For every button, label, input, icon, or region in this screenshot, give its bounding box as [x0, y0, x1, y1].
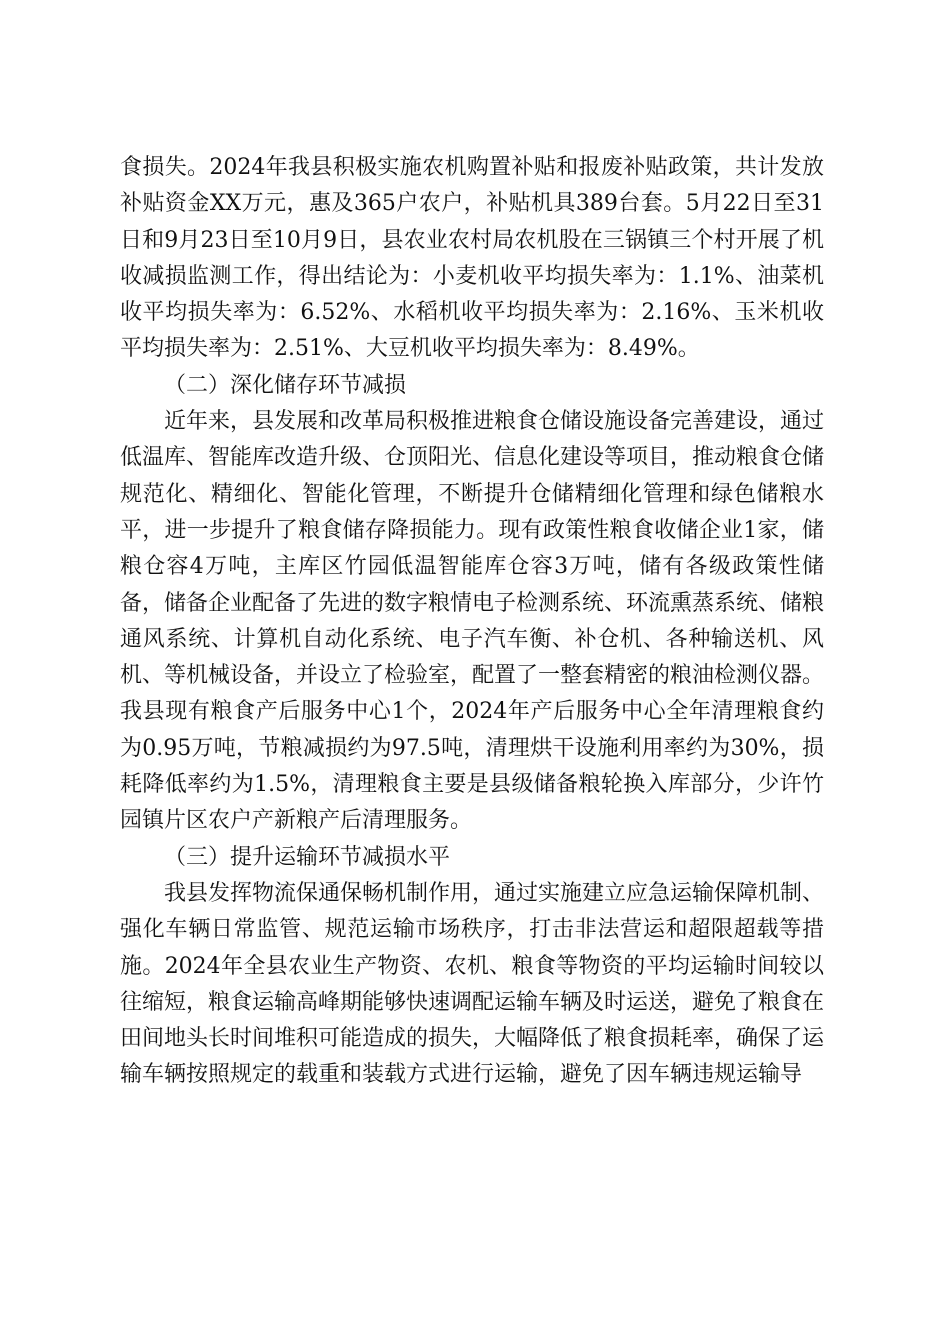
paragraph-storage: 近年来，县发展和改革局积极推进粮食仓储设施设备完善建设，通过低温库、智能库改造升级、仓顶阳光、信息化建设等项目，推动粮食仓储规范化、精细化、智能化管理，不断提升仓储精细化管理和绿色储粮水平，进一步提升了粮食储存降损能力。现有政策性粮食收储企业1家，储粮仓容4万吨，主库区竹园低温智能库仓容3万吨，储有各级政策性储备，储备企业配备了先进的数字粮情电子检测系统、环流熏蒸系统、储粮通风系统、计算机自动化系统、电子汽车衡、补仓机、各种输送机、风机、等机械设备，并设立了检验室，配置了一整套精密的粮油检测仪器。我县现有粮食产后服务中心1个，2024年产后服务中心全年清理粮食约为0.95万吨，节粮减损约为97.5吨，清理烘干设施利用率约为30%，损耗降低率约为1.5%，清理粮食主要是县级储备粮轮换入库部分，少许竹园镇片区农户产新粮产后清理服务。	[120, 409, 825, 834]
document-body	[120, 150, 824, 1094]
paragraph-harvest-loss-continuation: 食损失。2024年我县积极实施农机购置补贴和报废补贴政策，共计发放补贴资金XX万元，惠及365户农户，补贴机具389台套。5月22日至31日和9月23日至10月9日，县农业农村局农机股在三锅镇三个村开展了机收减损监测工作，得出结论为：小麦机收平均损失率为：1.1%、油菜机收平均损失率为：6.52%、水稻机收平均损失率为：2.16%、玉米机收平均损失率为：2.51%、大豆机收平均损失率为：8.49%。	[120, 155, 824, 362]
paragraph-transport: 我县发挥物流保通保畅机制作用，通过实施建立应急运输保障机制、强化车辆日常监管、规范运输市场秩序，打击非法营运和超限超载等措施。2024年全县农业生产物资、农机、粮食等物资的平均运输时间较以往缩短，粮食运输高峰期能够快速调配运输车辆及时运送，避免了粮食在田间地头长时间堆积可能造成的损失，大幅降低了粮食损耗率，确保了运输车辆按照规定的载重和装载方式进行运输，避免了因车辆违规运输导	[120, 880, 825, 1088]
section-heading-storage: （二）深化储存环节减损	[164, 372, 407, 398]
section-heading-transport: （三）提升运输环节减损水平	[164, 844, 451, 870]
